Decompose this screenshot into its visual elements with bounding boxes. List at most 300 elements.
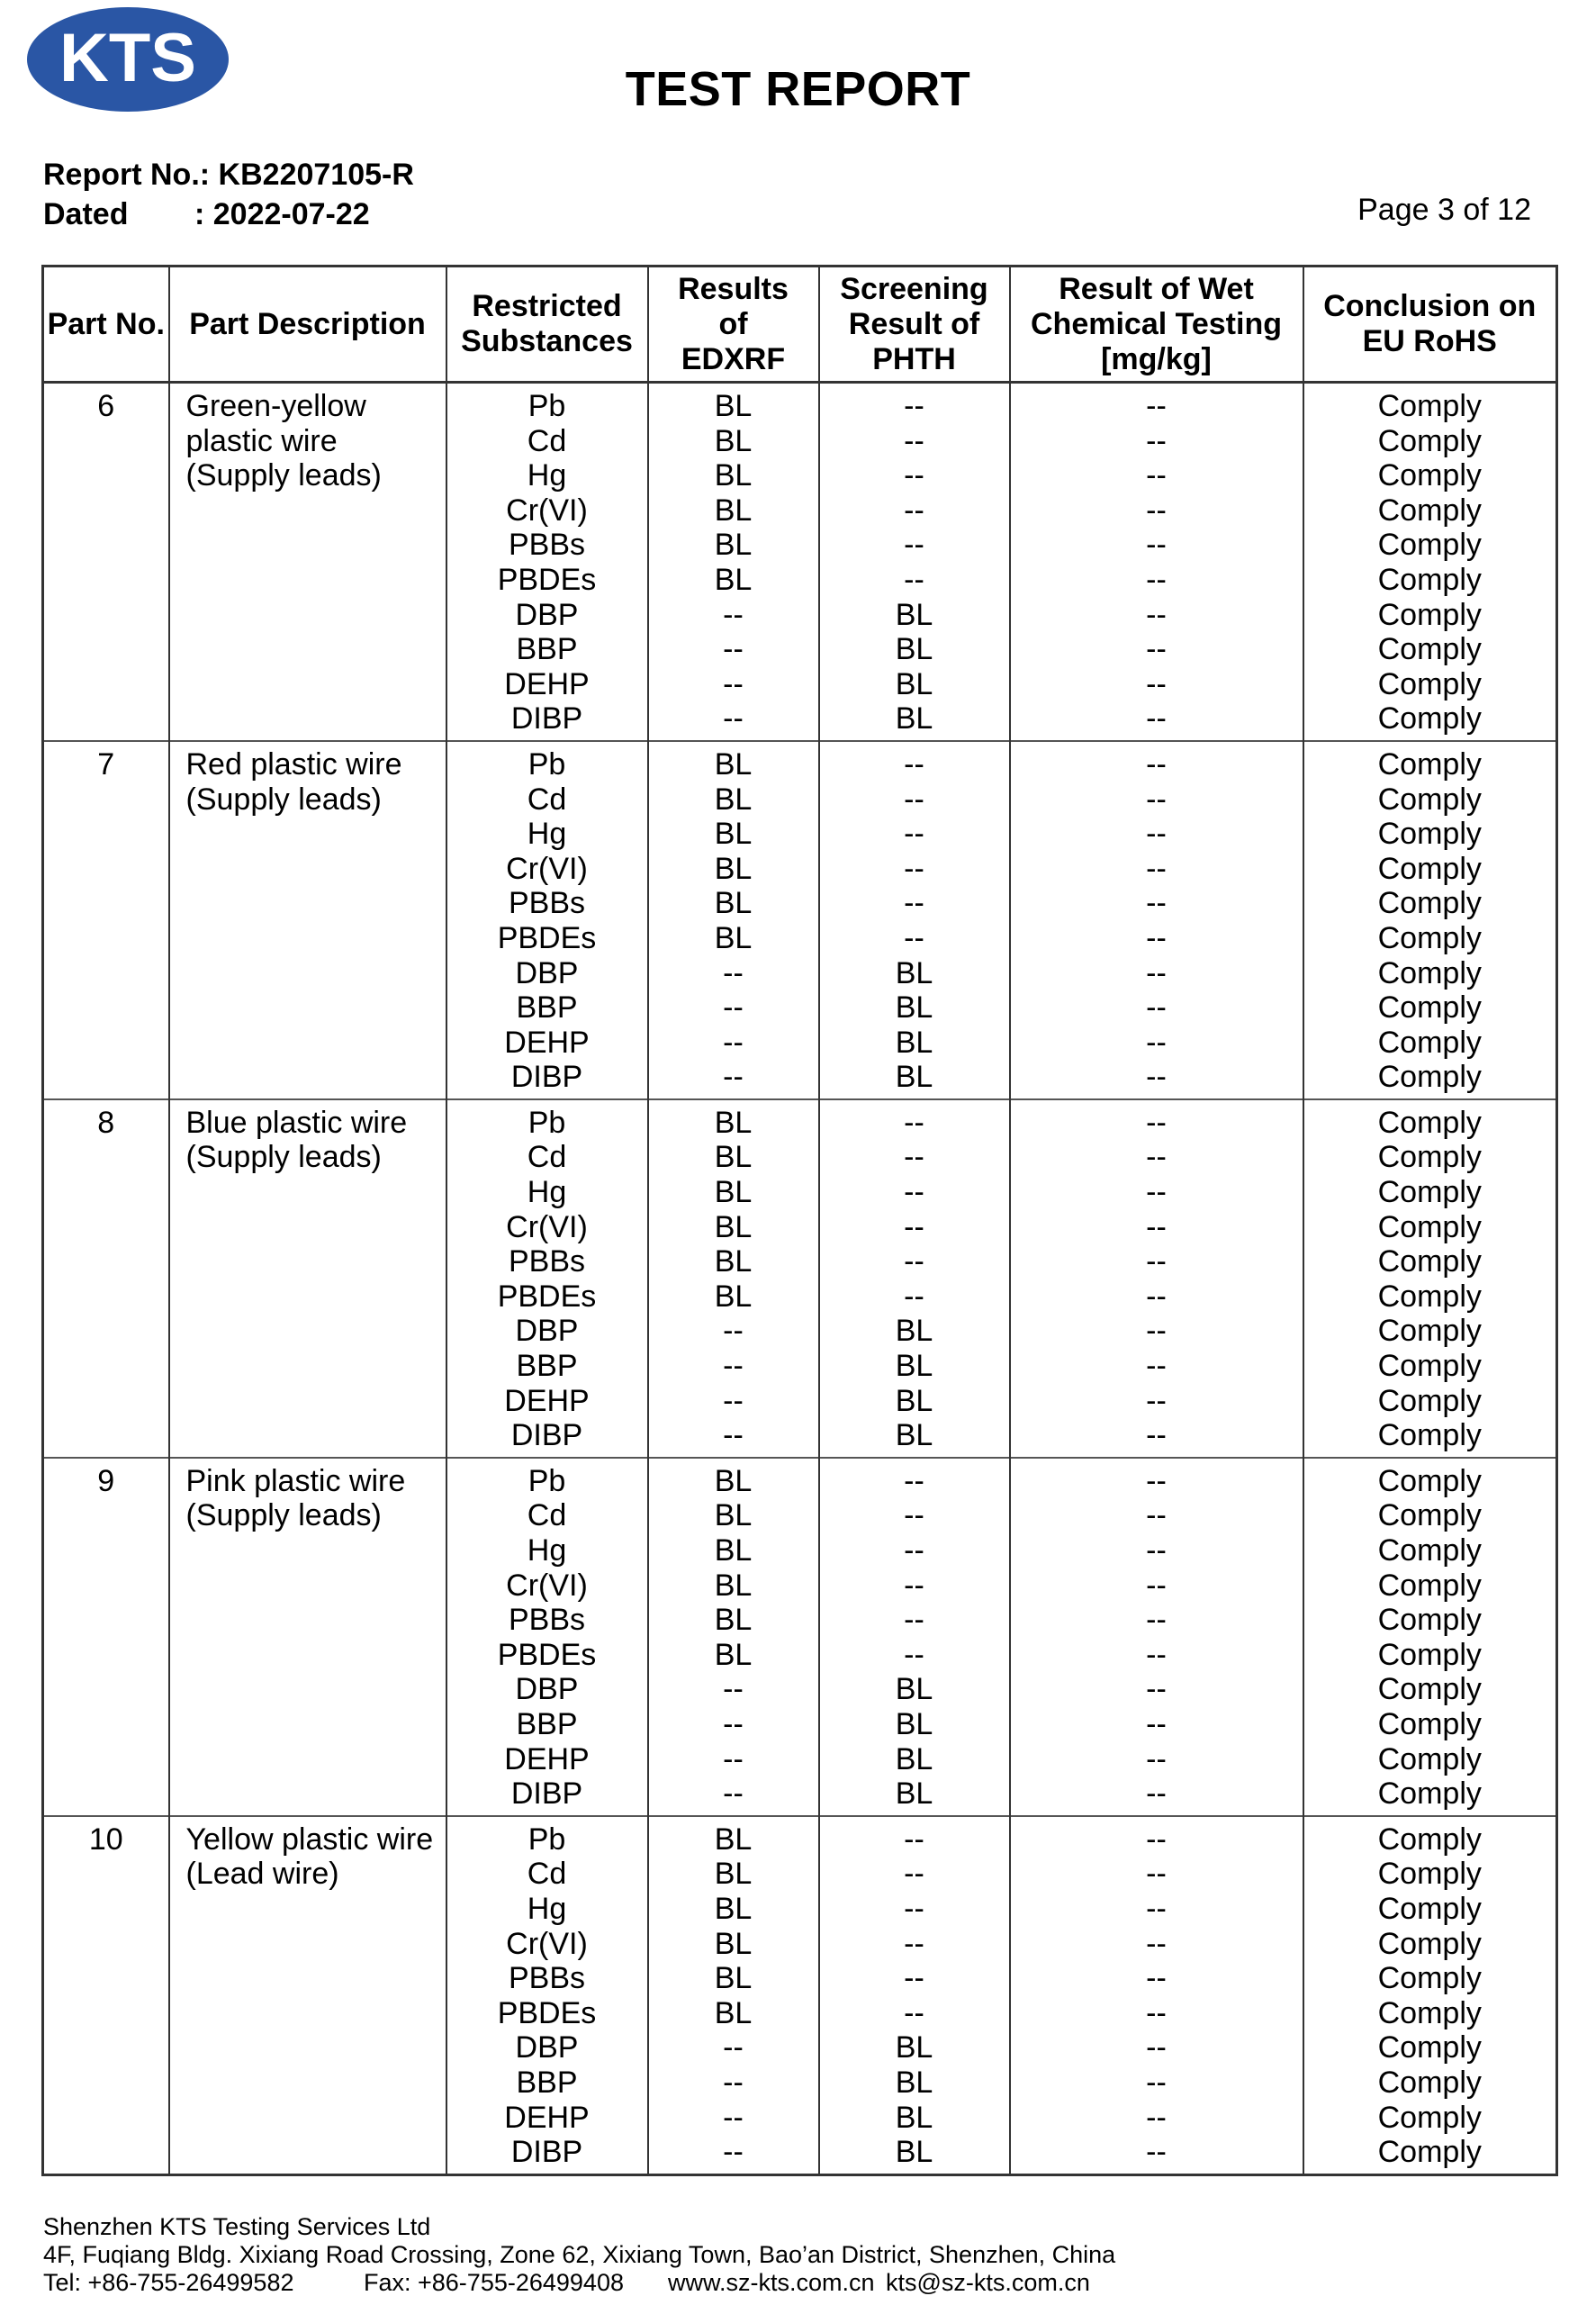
phth-result: --	[904, 1140, 924, 1175]
conclusion-value: Comply	[1377, 562, 1482, 597]
substance-cell	[446, 1816, 648, 2174]
substance-name: Pb	[527, 1105, 566, 1140]
edxrf-result: BL	[714, 1244, 753, 1279]
wet-chemical-result: --	[1146, 2100, 1167, 2135]
substance-name: DIBP	[510, 1060, 583, 1095]
substance-name: DEHP	[504, 666, 590, 701]
header-part-no: Part No.	[43, 267, 169, 383]
wet-chemical-result: --	[1146, 1060, 1167, 1095]
wet-chemical-result: --	[1146, 1418, 1167, 1453]
conclusion-value: Comply	[1377, 1603, 1482, 1638]
conclusion-value: Comply	[1377, 1706, 1482, 1741]
edxrf-result: BL	[714, 1821, 753, 1857]
edxrf-result: --	[723, 2030, 744, 2065]
conclusion-value: Comply	[1377, 528, 1482, 563]
conclusion-value: Comply	[1377, 920, 1482, 955]
substance-name: Cr(VI)	[506, 493, 588, 528]
edxrf-result: BL	[714, 1995, 753, 2030]
conclusion-value: Comply	[1377, 389, 1482, 423]
conclusion-value: Comply	[1377, 746, 1482, 782]
substance-name: DIBP	[510, 701, 583, 737]
substance-name: BBP	[516, 632, 578, 667]
conclusion-value: Comply	[1377, 1637, 1482, 1672]
conclusion-value: Comply	[1377, 851, 1482, 886]
substance-name: Cd	[527, 1857, 567, 1892]
phth-result: --	[904, 1279, 924, 1314]
substance-name: DEHP	[504, 1025, 590, 1060]
substance-name: PBDEs	[497, 1279, 597, 1314]
conclusion-value: Comply	[1377, 990, 1482, 1026]
phth-result: --	[904, 1961, 924, 1996]
table-row	[43, 1816, 1557, 2174]
phth-result: --	[904, 1926, 924, 1961]
substance-name: PBBs	[508, 1961, 586, 1996]
header-results-edxrf: Results of EDXRF	[648, 267, 819, 383]
phth-result: --	[904, 458, 924, 493]
part-description-line: Pink plastic wire	[185, 1463, 406, 1498]
footer-contact	[43, 2269, 1115, 2297]
phth-result: --	[904, 1175, 924, 1210]
phth-result: --	[904, 1637, 924, 1672]
conclusion-value: Comply	[1377, 1741, 1482, 1776]
wet-chemical-result: --	[1146, 955, 1167, 990]
report-number-row	[43, 155, 414, 194]
substance-name: PBBs	[508, 1603, 586, 1638]
edxrf-result: BL	[714, 493, 753, 528]
conclusion-value: Comply	[1377, 1821, 1482, 1857]
substance-name: BBP	[516, 2065, 578, 2100]
phth-result: BL	[895, 990, 933, 1026]
conclusion-value: Comply	[1377, 1672, 1482, 1707]
report-number-label: Report No.:	[43, 158, 211, 192]
part-no-cell: 8	[43, 1099, 169, 1458]
header-wet-chemical: Result of Wet Chemical Testing [mg/kg]	[1010, 267, 1303, 383]
part-no-cell: 7	[43, 741, 169, 1099]
substance-name: PBBs	[508, 1244, 586, 1279]
edxrf-result: --	[723, 632, 744, 667]
substance-name: DEHP	[504, 2100, 590, 2135]
part-description-line: Green-yellow	[185, 389, 366, 423]
phth-result: --	[904, 1603, 924, 1638]
phth-result: --	[904, 886, 924, 921]
part-description-line: (Supply leads)	[185, 782, 382, 817]
substance-name: PBBs	[508, 886, 586, 921]
wet-chemical-result: --	[1146, 851, 1167, 886]
substance-name: DBP	[515, 1314, 579, 1349]
header-screening-phth: Screening Result of PHTH	[819, 267, 1010, 383]
edxrf-result: BL	[714, 1209, 753, 1244]
substance-name: BBP	[516, 990, 578, 1026]
wet-chemical-cell	[1010, 1816, 1303, 2174]
substance-cell	[446, 1099, 648, 1458]
page-label: Page	[1357, 193, 1429, 227]
edxrf-result: BL	[714, 1105, 753, 1140]
substance-name: Hg	[527, 1175, 567, 1210]
table-header	[43, 267, 1557, 383]
substance-name: Pb	[527, 1821, 566, 1857]
part-description-line: Blue plastic wire	[185, 1105, 408, 1140]
header-part-description: Part Description	[169, 267, 446, 383]
wet-chemical-result: --	[1146, 1821, 1167, 1857]
phth-result: BL	[895, 1672, 933, 1707]
conclusion-value: Comply	[1377, 1140, 1482, 1175]
page-title: TEST REPORT	[625, 62, 971, 116]
dated-label: Dated	[43, 197, 129, 231]
phth-result-cell	[819, 383, 1010, 741]
edxrf-result: --	[723, 2135, 744, 2170]
wet-chemical-result: --	[1146, 1533, 1167, 1568]
conclusion-value: Comply	[1377, 1418, 1482, 1453]
table-row	[43, 741, 1557, 1099]
wet-chemical-result: --	[1146, 920, 1167, 955]
part-description-line: Yellow plastic wire	[185, 1821, 434, 1857]
part-description-line: (Supply leads)	[185, 1498, 382, 1533]
wet-chemical-result: --	[1146, 1244, 1167, 1279]
wet-chemical-result: --	[1146, 666, 1167, 701]
phth-result: --	[904, 1857, 924, 1892]
substance-name: DIBP	[510, 1418, 583, 1453]
phth-result: BL	[895, 597, 933, 632]
edxrf-result: BL	[714, 1498, 753, 1533]
conclusion-value: Comply	[1377, 458, 1482, 493]
phth-result: --	[904, 1498, 924, 1533]
conclusion-value: Comply	[1377, 1463, 1482, 1498]
edxrf-result: BL	[714, 1637, 753, 1672]
page-total: 12	[1497, 193, 1531, 227]
edxrf-result: --	[723, 1025, 744, 1060]
wet-chemical-result: --	[1146, 1961, 1167, 1996]
edxrf-result: BL	[714, 562, 753, 597]
part-no-cell: 10	[43, 1816, 169, 2174]
substance-name: PBDEs	[497, 920, 597, 955]
footer-email: kts@sz-kts.com.cn	[886, 2269, 1090, 2296]
substance-name: Hg	[527, 1891, 567, 1926]
conclusion-value: Comply	[1377, 886, 1482, 921]
substance-name: Cr(VI)	[506, 1209, 588, 1244]
wet-chemical-result: --	[1146, 1314, 1167, 1349]
wet-chemical-result: --	[1146, 389, 1167, 423]
conclusion-value: Comply	[1377, 493, 1482, 528]
phth-result: BL	[895, 701, 933, 737]
edxrf-result: BL	[714, 1961, 753, 1996]
wet-chemical-result: --	[1146, 1025, 1167, 1060]
wet-chemical-result: --	[1146, 1279, 1167, 1314]
edxrf-result: BL	[714, 1279, 753, 1314]
substance-name: Hg	[527, 458, 567, 493]
phth-result: --	[904, 1821, 924, 1857]
wet-chemical-result: --	[1146, 1672, 1167, 1707]
part-description-line: Red plastic wire	[185, 746, 402, 782]
wet-chemical-result: --	[1146, 782, 1167, 817]
phth-result: BL	[895, 1025, 933, 1060]
part-description-cell	[169, 1816, 446, 2174]
phth-result: --	[904, 528, 924, 563]
edxrf-result-cell	[648, 1099, 819, 1458]
phth-result: --	[904, 1568, 924, 1603]
phth-result: --	[904, 1105, 924, 1140]
substance-name: DBP	[515, 955, 579, 990]
part-description-line: (Lead wire)	[185, 1857, 339, 1892]
wet-chemical-result: --	[1146, 701, 1167, 737]
wet-chemical-cell	[1010, 1458, 1303, 1816]
phth-result: BL	[895, 1706, 933, 1741]
substance-name: BBP	[516, 1706, 578, 1741]
edxrf-result: --	[723, 597, 744, 632]
wet-chemical-result: --	[1146, 562, 1167, 597]
wet-chemical-result: --	[1146, 423, 1167, 458]
report-number: KB2207105-R	[218, 158, 414, 192]
phth-result: BL	[895, 2100, 933, 2135]
report-meta	[43, 155, 414, 234]
conclusion-value: Comply	[1377, 1349, 1482, 1384]
substance-cell	[446, 741, 648, 1099]
conclusion-value: Comply	[1377, 701, 1482, 737]
wet-chemical-result: --	[1146, 1463, 1167, 1498]
edxrf-result: BL	[714, 423, 753, 458]
page-of: of	[1463, 193, 1489, 227]
substance-name: DBP	[515, 2030, 579, 2065]
edxrf-result: BL	[714, 1533, 753, 1568]
phth-result: --	[904, 920, 924, 955]
wet-chemical-result: --	[1146, 817, 1167, 852]
phth-result: BL	[895, 2030, 933, 2065]
edxrf-result: --	[723, 955, 744, 990]
header-restricted-substances: Restricted Substances	[446, 267, 648, 383]
header-conclusion: Conclusion on EU RoHS	[1303, 267, 1557, 383]
phth-result: --	[904, 1209, 924, 1244]
footer-address: 4F, Fuqiang Bldg. Xixiang Road Crossing, Zone 62, Xixiang Town, Bao’an District, Shenzhen, China	[43, 2241, 1116, 2268]
wet-chemical-result: --	[1146, 1706, 1167, 1741]
wet-chemical-result: --	[1146, 2135, 1167, 2170]
edxrf-result: --	[723, 1060, 744, 1095]
conclusion-value: Comply	[1377, 1314, 1482, 1349]
conclusion-value: Comply	[1377, 632, 1482, 667]
conclusion-value: Comply	[1377, 2065, 1482, 2100]
substance-name: DEHP	[504, 1383, 590, 1418]
edxrf-result: --	[723, 1672, 744, 1707]
wet-chemical-result: --	[1146, 632, 1167, 667]
wet-chemical-result: --	[1146, 1498, 1167, 1533]
conclusion-value: Comply	[1377, 1025, 1482, 1060]
phth-result: BL	[895, 1776, 933, 1812]
conclusion-value: Comply	[1377, 1105, 1482, 1140]
wet-chemical-result: --	[1146, 1857, 1167, 1892]
edxrf-result: --	[723, 1314, 744, 1349]
phth-result: --	[904, 817, 924, 852]
edxrf-result: BL	[714, 886, 753, 921]
phth-result: BL	[895, 632, 933, 667]
conclusion-cell	[1303, 383, 1557, 741]
edxrf-result: --	[723, 1706, 744, 1741]
substance-name: Hg	[527, 817, 567, 852]
substance-name: Pb	[527, 1463, 566, 1498]
edxrf-result-cell	[648, 1458, 819, 1816]
conclusion-cell	[1303, 1099, 1557, 1458]
substance-name: Pb	[527, 746, 566, 782]
substance-name: Cr(VI)	[506, 1568, 588, 1603]
wet-chemical-result: --	[1146, 1568, 1167, 1603]
wet-chemical-result: --	[1146, 1349, 1167, 1384]
phth-result: --	[904, 562, 924, 597]
substance-cell	[446, 1458, 648, 1816]
edxrf-result-cell	[648, 1816, 819, 2174]
edxrf-result: --	[723, 666, 744, 701]
edxrf-result: --	[723, 701, 744, 737]
wet-chemical-cell	[1010, 383, 1303, 741]
edxrf-result: --	[723, 2065, 744, 2100]
wet-chemical-result: --	[1146, 1891, 1167, 1926]
conclusion-cell	[1303, 741, 1557, 1099]
part-description-cell	[169, 383, 446, 741]
conclusion-value: Comply	[1377, 1175, 1482, 1210]
conclusion-value: Comply	[1377, 1533, 1482, 1568]
part-description-line: (Supply leads)	[185, 1140, 382, 1175]
phth-result: BL	[895, 666, 933, 701]
edxrf-result: BL	[714, 1603, 753, 1638]
conclusion-value: Comply	[1377, 1498, 1482, 1533]
wet-chemical-result: --	[1146, 1383, 1167, 1418]
edxrf-result: --	[723, 1349, 744, 1384]
edxrf-result: --	[723, 1741, 744, 1776]
edxrf-result: BL	[714, 782, 753, 817]
conclusion-value: Comply	[1377, 1891, 1482, 1926]
phth-result: BL	[895, 955, 933, 990]
conclusion-cell	[1303, 1816, 1557, 2174]
wet-chemical-cell	[1010, 741, 1303, 1099]
phth-result: BL	[895, 1060, 933, 1095]
conclusion-value: Comply	[1377, 1961, 1482, 1996]
dated-value: : 2022-07-22	[194, 197, 370, 231]
table-body	[43, 383, 1557, 2175]
edxrf-result: BL	[714, 1463, 753, 1498]
page-indicator	[1357, 193, 1531, 228]
footer-tel: Tel: +86-755-26499582	[43, 2269, 294, 2296]
phth-result-cell	[819, 1816, 1010, 2174]
phth-result: --	[904, 1463, 924, 1498]
substance-name: DIBP	[510, 2135, 583, 2170]
phth-result: --	[904, 1891, 924, 1926]
phth-result-cell	[819, 1458, 1010, 1816]
wet-chemical-result: --	[1146, 746, 1167, 782]
substance-name: PBBs	[508, 528, 586, 563]
conclusion-value: Comply	[1377, 1776, 1482, 1812]
conclusion-value: Comply	[1377, 1568, 1482, 1603]
phth-result: --	[904, 782, 924, 817]
substance-name: Hg	[527, 1533, 567, 1568]
conclusion-value: Comply	[1377, 782, 1482, 817]
edxrf-result: --	[723, 1383, 744, 1418]
wet-chemical-result: --	[1146, 1995, 1167, 2030]
substance-name: Cr(VI)	[506, 1926, 588, 1961]
edxrf-result: --	[723, 1776, 744, 1812]
page-footer	[43, 2213, 1115, 2297]
results-table	[41, 265, 1558, 2176]
phth-result: --	[904, 1244, 924, 1279]
substance-name: Cr(VI)	[506, 851, 588, 886]
conclusion-value: Comply	[1377, 1995, 1482, 2030]
conclusion-cell	[1303, 1458, 1557, 1816]
substance-name: Cd	[527, 1498, 567, 1533]
phth-result: BL	[895, 1383, 933, 1418]
substance-name: Cd	[527, 782, 567, 817]
edxrf-result: BL	[714, 528, 753, 563]
phth-result-cell	[819, 1099, 1010, 1458]
phth-result: --	[904, 851, 924, 886]
conclusion-value: Comply	[1377, 955, 1482, 990]
edxrf-result: BL	[714, 817, 753, 852]
part-description-cell	[169, 1458, 446, 1816]
edxrf-result: BL	[714, 1891, 753, 1926]
edxrf-result: BL	[714, 1926, 753, 1961]
wet-chemical-result: --	[1146, 1637, 1167, 1672]
edxrf-result: --	[723, 1418, 744, 1453]
substance-name: Pb	[527, 389, 566, 423]
conclusion-value: Comply	[1377, 817, 1482, 852]
conclusion-value: Comply	[1377, 2135, 1482, 2170]
edxrf-result: BL	[714, 1857, 753, 1892]
substance-name: DBP	[515, 597, 579, 632]
part-description-line: (Supply leads)	[185, 458, 382, 493]
conclusion-value: Comply	[1377, 1926, 1482, 1961]
wet-chemical-result: --	[1146, 2030, 1167, 2065]
substance-name: PBDEs	[497, 1995, 597, 2030]
dated-row	[43, 194, 414, 234]
edxrf-result-cell	[648, 741, 819, 1099]
edxrf-result: BL	[714, 746, 753, 782]
edxrf-result: --	[723, 2100, 744, 2135]
substance-name: DIBP	[510, 1776, 583, 1812]
footer-fax: Fax: +86-755-26499408	[364, 2269, 624, 2296]
substance-name: DEHP	[504, 1741, 590, 1776]
conclusion-value: Comply	[1377, 1060, 1482, 1095]
wet-chemical-result: --	[1146, 1140, 1167, 1175]
part-no-cell: 9	[43, 1458, 169, 1816]
phth-result: --	[904, 746, 924, 782]
substance-cell	[446, 383, 648, 741]
wet-chemical-result: --	[1146, 528, 1167, 563]
wet-chemical-result: --	[1146, 1926, 1167, 1961]
phth-result: BL	[895, 1314, 933, 1349]
phth-result: BL	[895, 1741, 933, 1776]
part-description-cell	[169, 1099, 446, 1458]
logo-text: KTS	[59, 20, 196, 96]
wet-chemical-cell	[1010, 1099, 1303, 1458]
conclusion-value: Comply	[1377, 423, 1482, 458]
phth-result: --	[904, 423, 924, 458]
edxrf-result-cell	[648, 383, 819, 741]
edxrf-result: BL	[714, 458, 753, 493]
phth-result-cell	[819, 741, 1010, 1099]
footer-website: www.sz-kts.com.cn	[668, 2269, 875, 2296]
phth-result: BL	[895, 2065, 933, 2100]
edxrf-result: BL	[714, 1140, 753, 1175]
conclusion-value: Comply	[1377, 1244, 1482, 1279]
wet-chemical-result: --	[1146, 990, 1167, 1026]
footer-company: Shenzhen KTS Testing Services Ltd	[43, 2213, 431, 2240]
phth-result: BL	[895, 1349, 933, 1384]
conclusion-value: Comply	[1377, 2100, 1482, 2135]
part-description-line: plastic wire	[185, 423, 338, 458]
phth-result: BL	[895, 2135, 933, 2170]
table-row	[43, 1099, 1557, 1458]
table-row	[43, 1458, 1557, 1816]
wet-chemical-result: --	[1146, 2065, 1167, 2100]
substance-name: PBDEs	[497, 562, 597, 597]
wet-chemical-result: --	[1146, 1175, 1167, 1210]
wet-chemical-result: --	[1146, 493, 1167, 528]
substance-name: Cd	[527, 423, 567, 458]
wet-chemical-result: --	[1146, 1603, 1167, 1638]
